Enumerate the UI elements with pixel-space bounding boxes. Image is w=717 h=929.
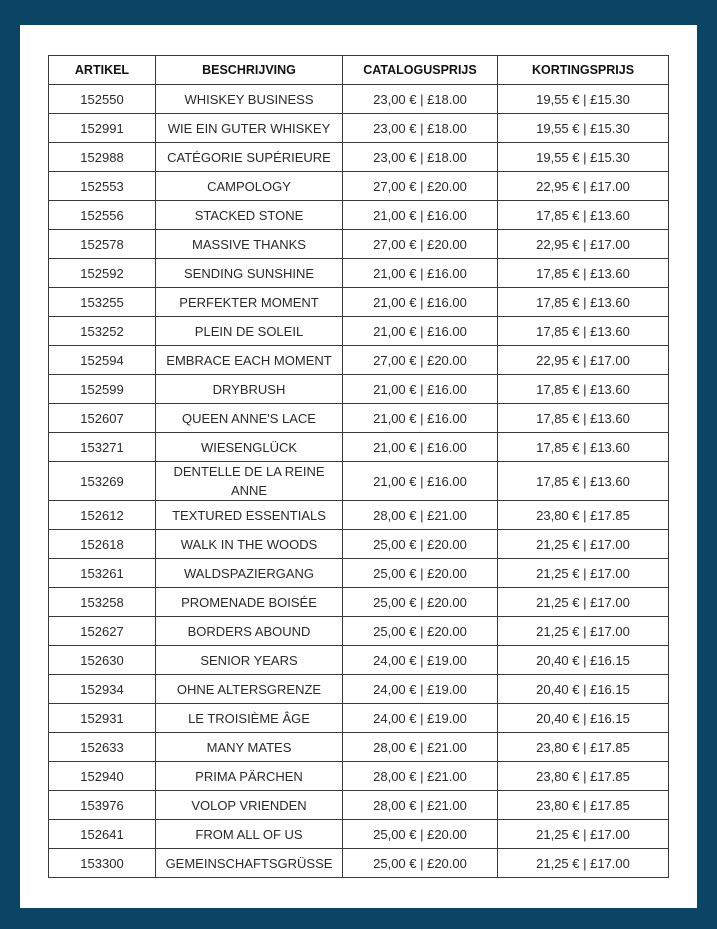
cell-beschrijving: CATÉGORIE SUPÉRIEURE [156,143,343,172]
cell-beschrijving: MASSIVE THANKS [156,230,343,259]
cell-kortingsprijs: 17,85 € | £13.60 [498,404,669,433]
document-page [20,25,697,908]
table-row [49,346,669,375]
cell-catalogusprijs: 25,00 € | £20.00 [343,820,498,849]
cell-kortingsprijs: 17,85 € | £13.60 [498,375,669,404]
cell-artikel: 152931 [49,704,156,733]
cell-kortingsprijs: 17,85 € | £13.60 [498,288,669,317]
cell-beschrijving: DENTELLE DE LA REINE ANNE [156,462,343,501]
table-row [49,704,669,733]
table-row [49,433,669,462]
cell-beschrijving: OHNE ALTERSGRENZE [156,675,343,704]
cell-kortingsprijs: 21,25 € | £17.00 [498,820,669,849]
cell-kortingsprijs: 21,25 € | £17.00 [498,530,669,559]
table-row [49,820,669,849]
cell-kortingsprijs: 20,40 € | £16.15 [498,675,669,704]
cell-beschrijving: VOLOP VRIENDEN [156,791,343,820]
cell-artikel: 152618 [49,530,156,559]
cell-artikel: 152553 [49,172,156,201]
cell-kortingsprijs: 22,95 € | £17.00 [498,230,669,259]
cell-catalogusprijs: 21,00 € | £16.00 [343,375,498,404]
cell-beschrijving: WHISKEY BUSINESS [156,85,343,114]
cell-kortingsprijs: 17,85 € | £13.60 [498,259,669,288]
header-beschrijving: BESCHRIJVING [156,56,343,85]
table-row [49,588,669,617]
header-catalogusprijs: CATALOGUSPRIJS [343,56,498,85]
cell-catalogusprijs: 28,00 € | £21.00 [343,501,498,530]
header-row [49,56,669,85]
cell-beschrijving: GEMEINSCHAFTSGRÜSSE [156,849,343,878]
table-row [49,530,669,559]
table-row [49,404,669,433]
cell-beschrijving: WALK IN THE WOODS [156,530,343,559]
cell-kortingsprijs: 23,80 € | £17.85 [498,501,669,530]
cell-kortingsprijs: 21,25 € | £17.00 [498,559,669,588]
cell-catalogusprijs: 24,00 € | £19.00 [343,646,498,675]
cell-beschrijving: LE TROISIÈME ÂGE [156,704,343,733]
cell-catalogusprijs: 25,00 € | £20.00 [343,588,498,617]
table-row [49,172,669,201]
cell-artikel: 153252 [49,317,156,346]
cell-artikel: 152578 [49,230,156,259]
cell-artikel: 153271 [49,433,156,462]
cell-beschrijving: WIESENGLÜCK [156,433,343,462]
cell-catalogusprijs: 24,00 € | £19.00 [343,704,498,733]
cell-beschrijving: WIE EIN GUTER WHISKEY [156,114,343,143]
cell-artikel: 152550 [49,85,156,114]
cell-kortingsprijs: 19,55 € | £15.30 [498,114,669,143]
table-row [49,462,669,501]
table-row [49,375,669,404]
cell-beschrijving: PRIMA PÄRCHEN [156,762,343,791]
cell-catalogusprijs: 27,00 € | £20.00 [343,230,498,259]
cell-artikel: 153269 [49,462,156,501]
table-row [49,85,669,114]
cell-catalogusprijs: 21,00 € | £16.00 [343,404,498,433]
cell-catalogusprijs: 25,00 € | £20.00 [343,849,498,878]
table-row [49,288,669,317]
table-row [49,675,669,704]
cell-catalogusprijs: 23,00 € | £18.00 [343,143,498,172]
cell-beschrijving: TEXTURED ESSENTIALS [156,501,343,530]
cell-catalogusprijs: 28,00 € | £21.00 [343,791,498,820]
table-row [49,201,669,230]
cell-catalogusprijs: 23,00 € | £18.00 [343,114,498,143]
table-row [49,617,669,646]
cell-catalogusprijs: 24,00 € | £19.00 [343,675,498,704]
cell-kortingsprijs: 23,80 € | £17.85 [498,733,669,762]
table-body [49,85,669,878]
cell-kortingsprijs: 21,25 € | £17.00 [498,588,669,617]
cell-catalogusprijs: 23,00 € | £18.00 [343,85,498,114]
cell-kortingsprijs: 21,25 € | £17.00 [498,617,669,646]
cell-beschrijving: BORDERS ABOUND [156,617,343,646]
cell-catalogusprijs: 27,00 € | £20.00 [343,346,498,375]
cell-beschrijving: DRYBRUSH [156,375,343,404]
cell-catalogusprijs: 21,00 € | £16.00 [343,201,498,230]
cell-kortingsprijs: 20,40 € | £16.15 [498,704,669,733]
cell-artikel: 153976 [49,791,156,820]
cell-kortingsprijs: 17,85 € | £13.60 [498,317,669,346]
table-row [49,791,669,820]
table-row [49,114,669,143]
cell-kortingsprijs: 19,55 € | £15.30 [498,143,669,172]
cell-beschrijving: MANY MATES [156,733,343,762]
cell-artikel: 152991 [49,114,156,143]
cell-beschrijving: PERFEKTER MOMENT [156,288,343,317]
table-row [49,559,669,588]
cell-kortingsprijs: 17,85 € | £13.60 [498,433,669,462]
cell-artikel: 152934 [49,675,156,704]
cell-beschrijving: FROM ALL OF US [156,820,343,849]
table-row [49,230,669,259]
cell-artikel: 152633 [49,733,156,762]
cell-catalogusprijs: 25,00 € | £20.00 [343,530,498,559]
cell-catalogusprijs: 28,00 € | £21.00 [343,762,498,791]
cell-catalogusprijs: 21,00 € | £16.00 [343,317,498,346]
cell-artikel: 152592 [49,259,156,288]
cell-kortingsprijs: 21,25 € | £17.00 [498,849,669,878]
cell-artikel: 153300 [49,849,156,878]
cell-catalogusprijs: 25,00 € | £20.00 [343,559,498,588]
cell-artikel: 153255 [49,288,156,317]
cell-catalogusprijs: 21,00 € | £16.00 [343,259,498,288]
cell-catalogusprijs: 28,00 € | £21.00 [343,733,498,762]
cell-artikel: 153258 [49,588,156,617]
cell-kortingsprijs: 17,85 € | £13.60 [498,462,669,501]
table-row [49,317,669,346]
cell-artikel: 152627 [49,617,156,646]
cell-artikel: 152594 [49,346,156,375]
cell-beschrijving: PLEIN DE SOLEIL [156,317,343,346]
cell-catalogusprijs: 21,00 € | £16.00 [343,288,498,317]
cell-artikel: 152599 [49,375,156,404]
cell-beschrijving: CAMPOLOGY [156,172,343,201]
header-artikel: ARTIKEL [49,56,156,85]
cell-kortingsprijs: 22,95 € | £17.00 [498,172,669,201]
table-header [49,56,669,85]
cell-kortingsprijs: 22,95 € | £17.00 [498,346,669,375]
cell-kortingsprijs: 20,40 € | £16.15 [498,646,669,675]
cell-artikel: 153261 [49,559,156,588]
cell-beschrijving: WALDSPAZIERGANG [156,559,343,588]
header-kortingsprijs: KORTINGSPRIJS [498,56,669,85]
cell-artikel: 152556 [49,201,156,230]
table-row [49,762,669,791]
cell-kortingsprijs: 19,55 € | £15.30 [498,85,669,114]
table-row [49,259,669,288]
cell-catalogusprijs: 25,00 € | £20.00 [343,617,498,646]
cell-artikel: 152630 [49,646,156,675]
table-row [49,849,669,878]
table-row [49,143,669,172]
cell-kortingsprijs: 23,80 € | £17.85 [498,762,669,791]
cell-catalogusprijs: 27,00 € | £20.00 [343,172,498,201]
cell-kortingsprijs: 23,80 € | £17.85 [498,791,669,820]
cell-artikel: 152940 [49,762,156,791]
cell-artikel: 152612 [49,501,156,530]
cell-beschrijving: SENDING SUNSHINE [156,259,343,288]
table-row [49,501,669,530]
cell-beschrijving: STACKED STONE [156,201,343,230]
cell-beschrijving: QUEEN ANNE'S LACE [156,404,343,433]
cell-kortingsprijs: 17,85 € | £13.60 [498,201,669,230]
cell-catalogusprijs: 21,00 € | £16.00 [343,462,498,501]
cell-beschrijving: PROMENADE BOISÉE [156,588,343,617]
cell-beschrijving: SENIOR YEARS [156,646,343,675]
cell-catalogusprijs: 21,00 € | £16.00 [343,433,498,462]
cell-artikel: 152607 [49,404,156,433]
cell-beschrijving: EMBRACE EACH MOMENT [156,346,343,375]
table-row [49,646,669,675]
cell-artikel: 152988 [49,143,156,172]
price-table [48,55,669,878]
table-row [49,733,669,762]
cell-artikel: 152641 [49,820,156,849]
